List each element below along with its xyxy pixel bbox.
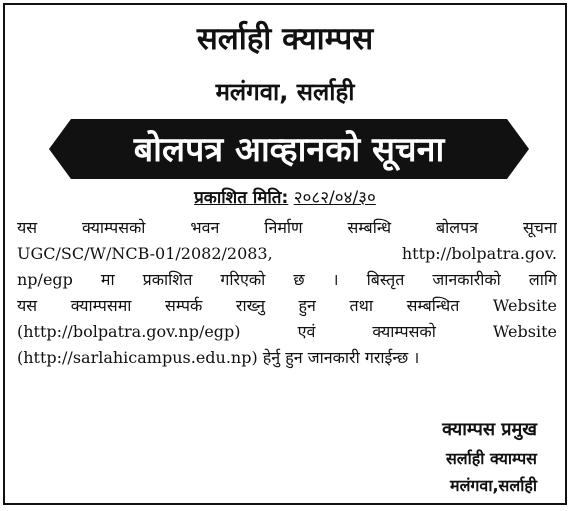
notice-body	[17, 215, 557, 371]
body-line: np/egp मा प्रकाशित गरिएको छ । बिस्तृत जानकारीको लागि	[17, 270, 557, 289]
published-date-line	[5, 185, 565, 208]
body-line: (http://sarlahicampus.edu.np) हेर्नु हुन जानकारी गराईन्छ ।	[17, 348, 420, 367]
body-line: यस क्याम्पसको भवन निर्माण सम्बन्धि बोलपत्र सूचना	[17, 218, 557, 237]
body-line: (http://bolpatra.gov.np/egp) एवं क्याम्पसको Website	[17, 322, 557, 341]
signatory-title: क्याम्पस प्रमुख	[442, 419, 537, 440]
signatory-org: सर्लाही क्याम्पस	[445, 449, 537, 468]
signatory-location: मलंगवा,सर्लाही	[450, 476, 537, 495]
body-line: UGC/SC/W/NCB-01/2082/2083, http://bolpatra.gov.	[17, 244, 557, 263]
title-banner	[49, 119, 529, 179]
published-date: २०८२/०४/३०	[293, 188, 376, 208]
org-name: सर्लाही क्याम्पस	[196, 21, 374, 57]
notice-title: बोलपत्र आव्हानको सूचना	[133, 130, 445, 170]
notice-frame	[3, 3, 567, 505]
signature-block	[442, 415, 537, 499]
org-location: मलंगवा, सर्लाही	[215, 78, 355, 106]
published-label: प्रकाशित मिति:	[194, 188, 289, 208]
body-line: यस क्याम्पसमा सम्पर्क राख्नु हुन तथा सम्बन्धित Website	[17, 296, 557, 315]
